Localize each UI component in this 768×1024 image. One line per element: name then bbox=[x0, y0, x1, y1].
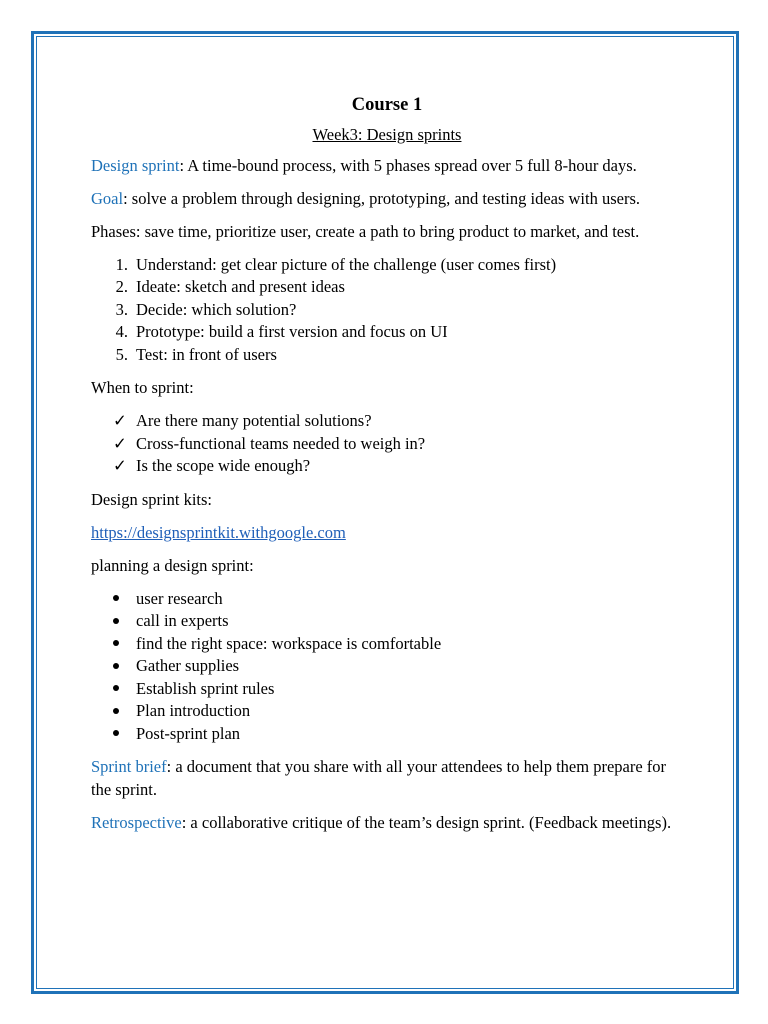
bullet-icon bbox=[113, 678, 119, 701]
phase-list bbox=[91, 254, 683, 367]
checkmark-icon: ✓ bbox=[113, 433, 127, 453]
list-item-text: Understand: get clear picture of the challenge (user comes first) bbox=[136, 254, 557, 274]
list-item-text: Post-sprint plan bbox=[136, 723, 241, 743]
bullet-icon bbox=[113, 723, 119, 746]
goal-text: : solve a problem through designing, prototyping, and testing ideas with users. bbox=[123, 188, 641, 208]
checkmark-icon: ✓ bbox=[113, 456, 127, 475]
list-item-text: Prototype: build a first version and focus on UI bbox=[136, 322, 448, 341]
list-item bbox=[91, 410, 683, 433]
bullet-icon bbox=[113, 588, 119, 611]
list-number: 3. bbox=[115, 299, 128, 319]
list-number: 2. bbox=[115, 277, 128, 296]
list-item bbox=[91, 455, 683, 478]
bullet-icon bbox=[113, 655, 119, 678]
page-title: Course 1 bbox=[351, 95, 423, 115]
planning-list bbox=[91, 588, 683, 746]
list-item-text: Is the scope wide enough? bbox=[136, 456, 311, 475]
list-number: 1. bbox=[115, 254, 128, 274]
list-item bbox=[91, 254, 683, 277]
list-item bbox=[91, 588, 683, 611]
list-item bbox=[91, 276, 683, 299]
phases-paragraph: Phases: save time, prioritize user, create a path to bring product to market, and test. bbox=[91, 221, 640, 241]
list-item-text: Ideate: sketch and present ideas bbox=[136, 277, 345, 296]
design-sprint-definition bbox=[91, 155, 683, 178]
planning-heading: planning a design sprint: bbox=[91, 555, 254, 575]
list-item bbox=[91, 321, 683, 344]
list-item-text: Cross-functional teams needed to weigh in? bbox=[136, 433, 426, 453]
page-subtitle: Week3: Design sprints bbox=[312, 125, 462, 144]
bullet-icon bbox=[113, 633, 119, 656]
sprint-brief-term: Sprint brief bbox=[91, 757, 167, 776]
when-to-sprint-heading: When to sprint: bbox=[91, 378, 194, 397]
list-item-text: Establish sprint rules bbox=[136, 678, 275, 698]
document-body bbox=[91, 92, 683, 845]
list-item bbox=[91, 678, 683, 701]
list-item-text: call in experts bbox=[136, 611, 229, 630]
list-item-text: Are there many potential solutions? bbox=[136, 411, 372, 430]
retrospective-definition bbox=[91, 812, 683, 835]
list-item-text: Test: in front of users bbox=[136, 344, 277, 364]
retrospective-term: Retrospective bbox=[91, 812, 182, 832]
list-item bbox=[91, 610, 683, 633]
list-item-text: Plan introduction bbox=[136, 701, 251, 720]
list-item bbox=[91, 633, 683, 656]
sprint-kit-link[interactable]: https://designsprintkit.withgoogle.com bbox=[91, 522, 346, 542]
sprint-kits-paragraph bbox=[91, 522, 683, 545]
checkmark-icon: ✓ bbox=[113, 411, 127, 430]
list-item-text: user research bbox=[136, 588, 223, 608]
design-sprint-term: Design sprint bbox=[91, 155, 180, 175]
design-sprint-text: : A time-bound process, with 5 phases spread over 5 full 8-hour days. bbox=[179, 155, 637, 175]
goal-definition bbox=[91, 188, 683, 211]
list-item bbox=[91, 433, 683, 456]
list-number: 5. bbox=[115, 344, 128, 364]
sprint-brief-text: : a document that you share with all your attendees to help them prepare for the sprint. bbox=[91, 757, 667, 799]
bullet-icon bbox=[113, 700, 119, 723]
sprint-brief-definition bbox=[91, 756, 683, 801]
list-item bbox=[91, 655, 683, 678]
list-number: 4. bbox=[115, 322, 128, 341]
list-item-text: Gather supplies bbox=[136, 656, 240, 675]
list-item bbox=[91, 299, 683, 322]
list-item-text: find the right space: workspace is comfortable bbox=[136, 633, 442, 653]
bullet-icon bbox=[113, 610, 119, 633]
list-item-text: Decide: which solution? bbox=[136, 299, 297, 319]
goal-term: Goal bbox=[91, 188, 124, 208]
list-item bbox=[91, 723, 683, 746]
list-item bbox=[91, 700, 683, 723]
list-item bbox=[91, 344, 683, 367]
sprint-kits-heading: Design sprint kits: bbox=[91, 489, 213, 509]
when-to-sprint-list bbox=[91, 410, 683, 478]
retrospective-text: : a collaborative critique of the team’s design sprint. (Feedback meetings). bbox=[181, 812, 672, 832]
